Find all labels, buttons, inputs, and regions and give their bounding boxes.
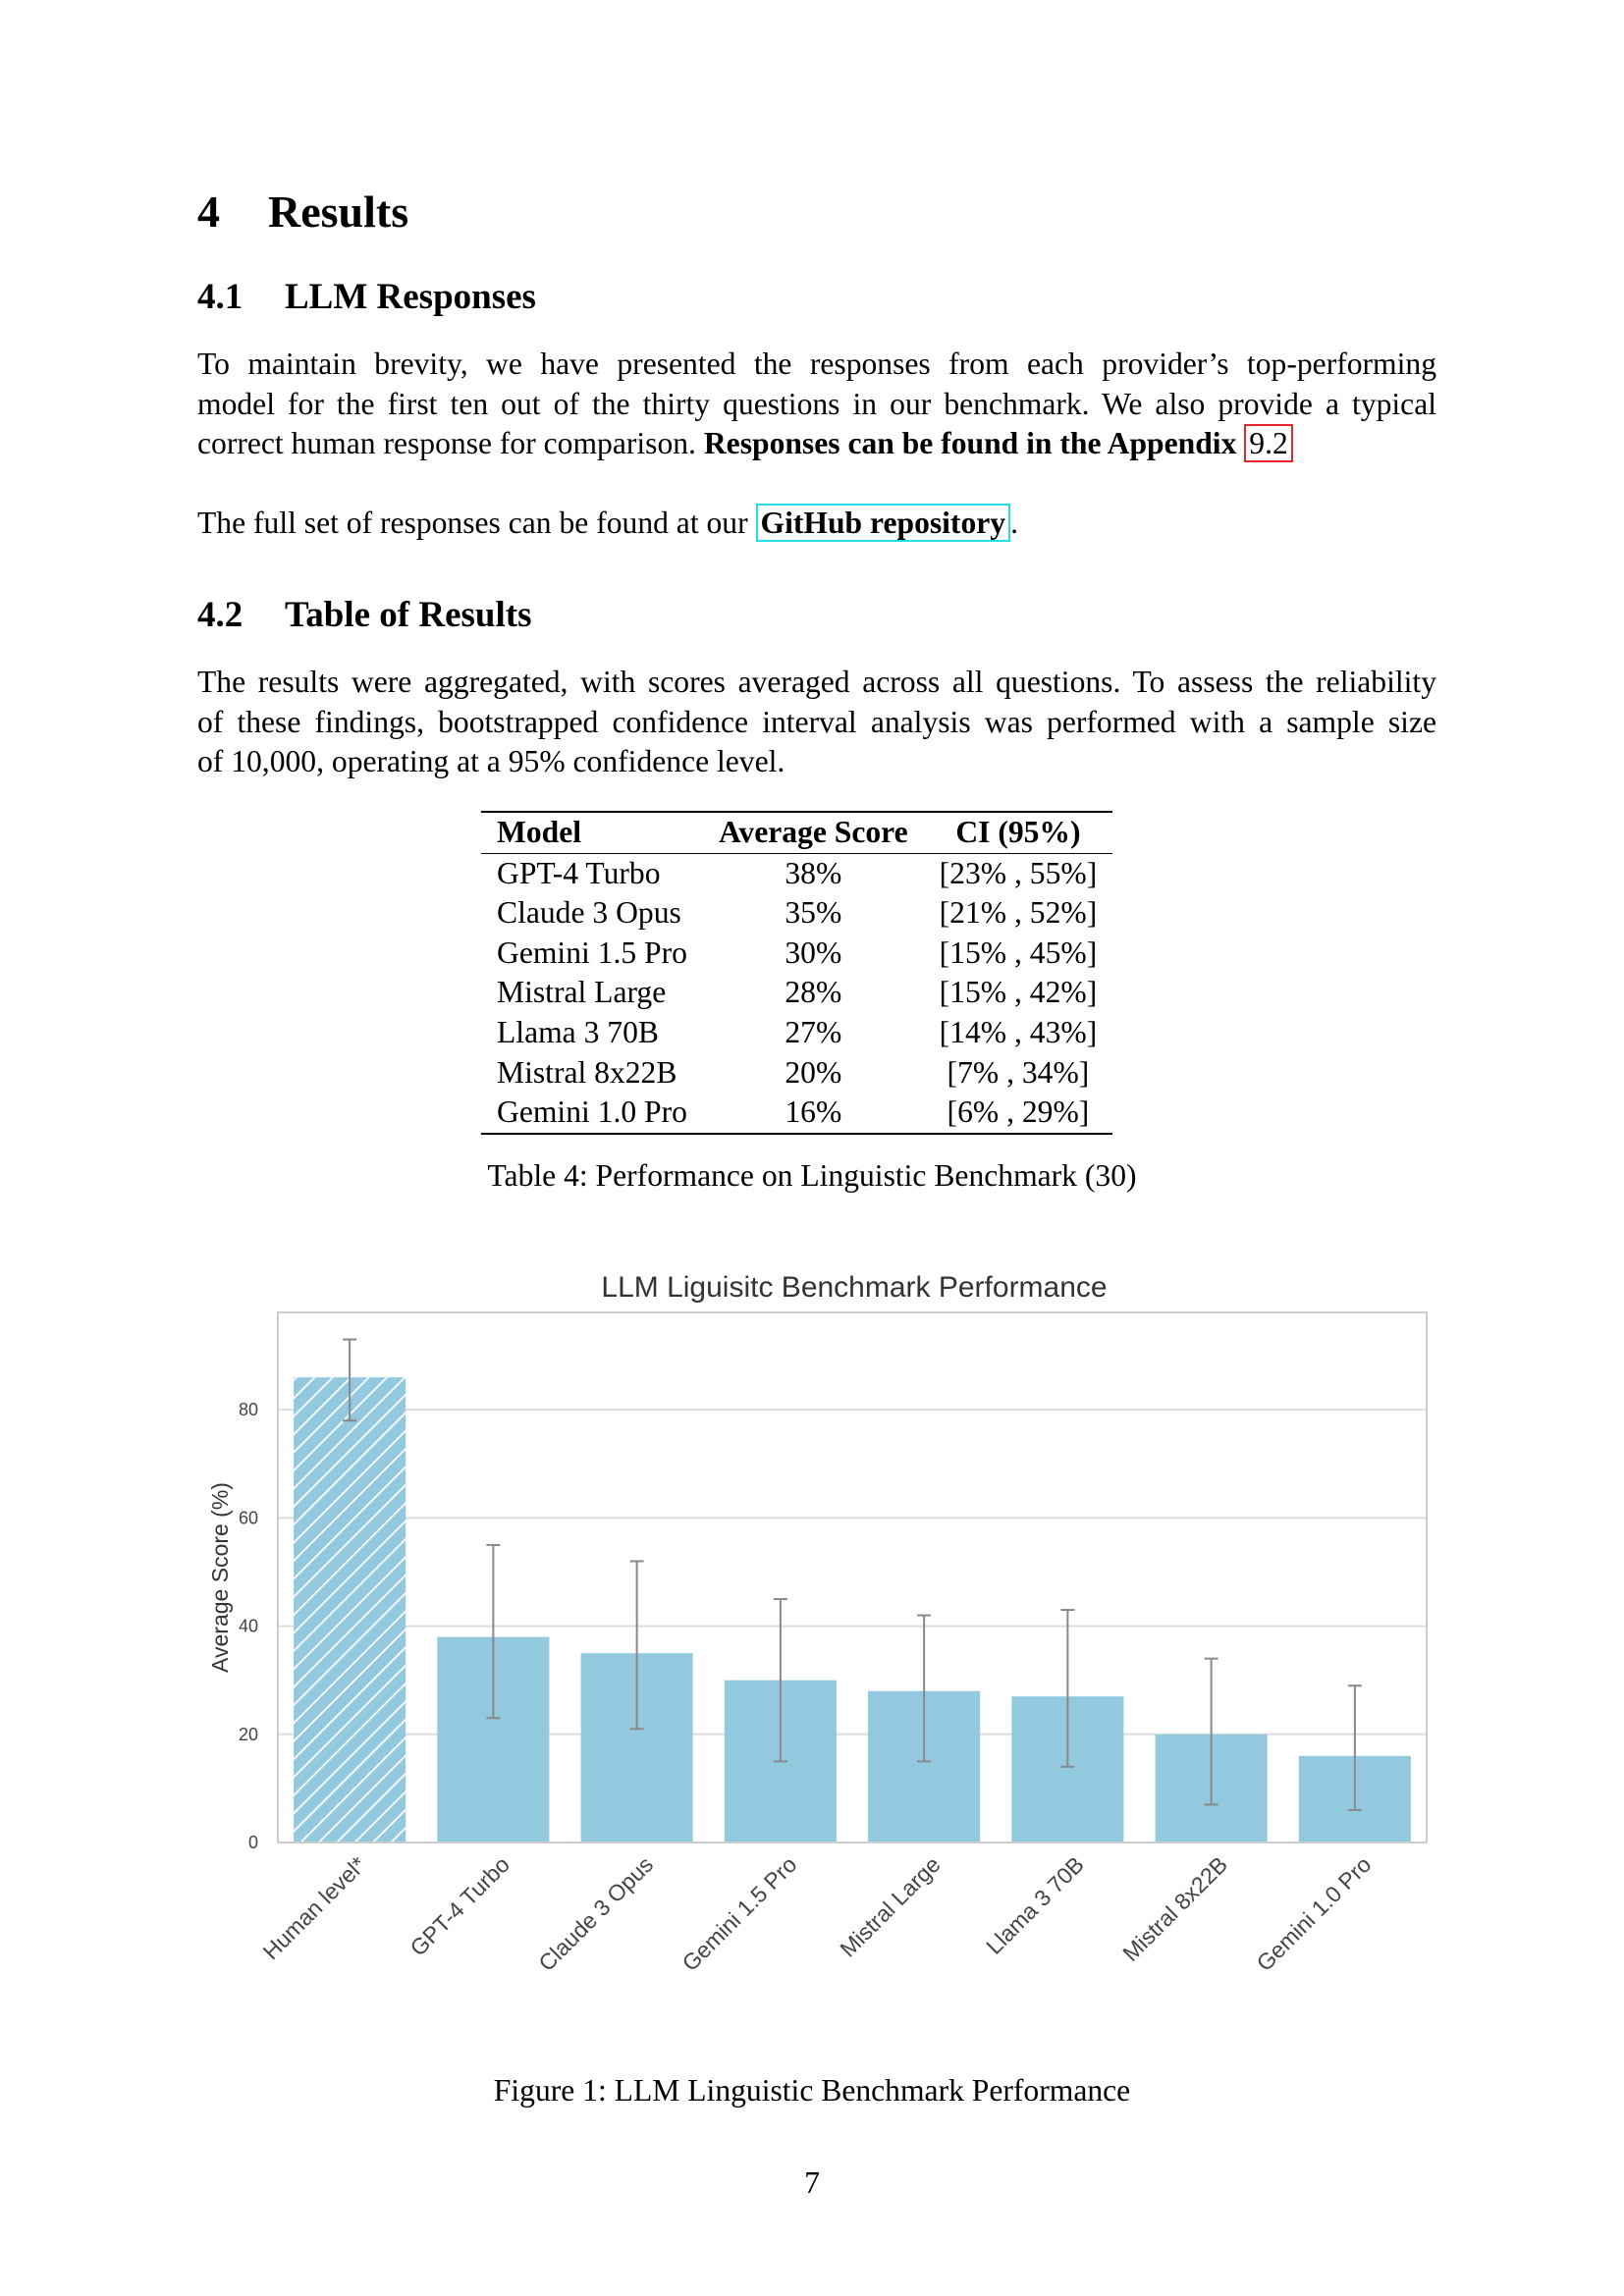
table-row [481,853,1112,893]
table-header-row [481,812,1112,853]
figure-caption: Figure 1: LLM Linguistic Benchmark Performance [493,2073,1131,2108]
subsection-title: LLM Responses [285,277,536,317]
table-caption: Table 4: Performance on Linguistic Benchmark (30) [487,1158,1137,1193]
table-row [481,1093,1112,1134]
cell-ci: [7% , 34%] [947,1054,1090,1090]
subsection-heading-llm-responses [197,275,536,320]
cell-score: 38% [785,855,842,890]
subsection-number: 4.1 [197,277,244,317]
table-row [481,1013,1112,1053]
cell-ci: [15% , 45%] [939,934,1098,970]
subsection-number: 4.2 [197,595,244,635]
paragraph-line: model for the first ten out of the thirty questions in our benchmark. We also provide a typical [197,386,1436,421]
y-tick-label: 60 [238,1508,258,1528]
section-number: 4 [197,187,220,237]
cell-score: 16% [703,1093,924,1134]
cell-model: Gemini 1.5 Pro [497,934,687,970]
table-row [481,1053,1112,1094]
x-tick-label: Mistral Large [835,1851,946,1962]
paragraph-line: The results were aggregated, with scores averaged across all questions. To assess the reliability [197,665,1436,699]
y-tick-label: 20 [238,1724,258,1744]
results-paragraph [197,663,1436,782]
cell-model: Llama 3 70B [497,1014,659,1049]
paragraph-text: The full set of responses can be found at our [197,506,756,540]
cell-ci: [15% , 42%] [939,975,1098,1010]
table-row [481,893,1112,934]
paragraph-line: To maintain brevity, we have presented the responses from each provider’s top-performing [197,347,1436,381]
y-tick-label: 80 [238,1400,258,1420]
results-table [481,811,1112,1135]
cell-ci: [6% , 29%] [924,1093,1113,1134]
cell-model: Gemini 1.0 Pro [481,1093,703,1134]
cell-score: 27% [785,1014,842,1049]
paragraph-text: correct human response for comparison. [197,426,704,460]
bar [294,1377,406,1842]
table-row [481,973,1112,1013]
y-axis-label: Average Score (%) [207,1482,233,1673]
benchmark-bar-chart [187,1252,1453,2027]
column-header-model: Model [481,812,703,853]
appendix-reference-link[interactable]: 9.2 [1244,424,1293,462]
y-tick-label: 0 [247,1833,258,1852]
appendix-note: Responses can be found in the Appendix [703,426,1237,460]
y-tick-label: 40 [238,1616,258,1636]
x-tick-label: GPT-4 Turbo [405,1851,514,1961]
paragraph-end: . [1010,506,1018,540]
cell-score: 28% [785,975,842,1010]
x-tick-label: Llama 3 70B [981,1851,1089,1959]
github-paragraph [197,504,1436,544]
chart-title: LLM Liguisitc Benchmark Performance [601,1271,1108,1304]
github-repository-link[interactable]: GitHub repository [756,504,1011,542]
x-tick-label: Mistral 8x22B [1117,1851,1233,1967]
responses-paragraph [197,345,1436,464]
page-number: 7 [804,2165,820,2200]
section-heading [197,185,408,240]
paragraph-line: of these findings, bootstrapped confidence interval analysis was performed with a sample size [197,704,1436,739]
cell-score: 35% [785,895,842,931]
section-title: Results [268,187,409,237]
paragraph-line [197,504,1436,544]
table-row [481,934,1112,974]
paragraph-line: of 10,000, operating at a 95% confidence level. [197,744,785,778]
subsection-heading-table-of-results [197,593,532,638]
x-tick-label: Gemini 1.0 Pro [1251,1851,1377,1977]
column-header-ci: CI (95%) [924,812,1113,853]
cell-ci: [23% , 55%] [939,855,1098,890]
cell-score: 20% [785,1054,842,1090]
cell-score: 30% [785,934,842,970]
cell-model: Claude 3 Opus [497,895,681,931]
cell-model: Mistral 8x22B [497,1054,677,1090]
cell-ci: [21% , 52%] [939,895,1098,931]
cell-model: Mistral Large [497,975,667,1010]
x-tick-label: Human level* [257,1851,371,1965]
subsection-title: Table of Results [285,595,532,635]
cell-model: GPT-4 Turbo [497,855,661,890]
cell-ci: [14% , 43%] [939,1014,1098,1049]
x-tick-label: Gemini 1.5 Pro [677,1851,802,1977]
x-tick-label: Claude 3 Opus [533,1851,659,1977]
paragraph-line [197,424,1436,464]
column-header-average-score: Average Score [703,812,924,853]
